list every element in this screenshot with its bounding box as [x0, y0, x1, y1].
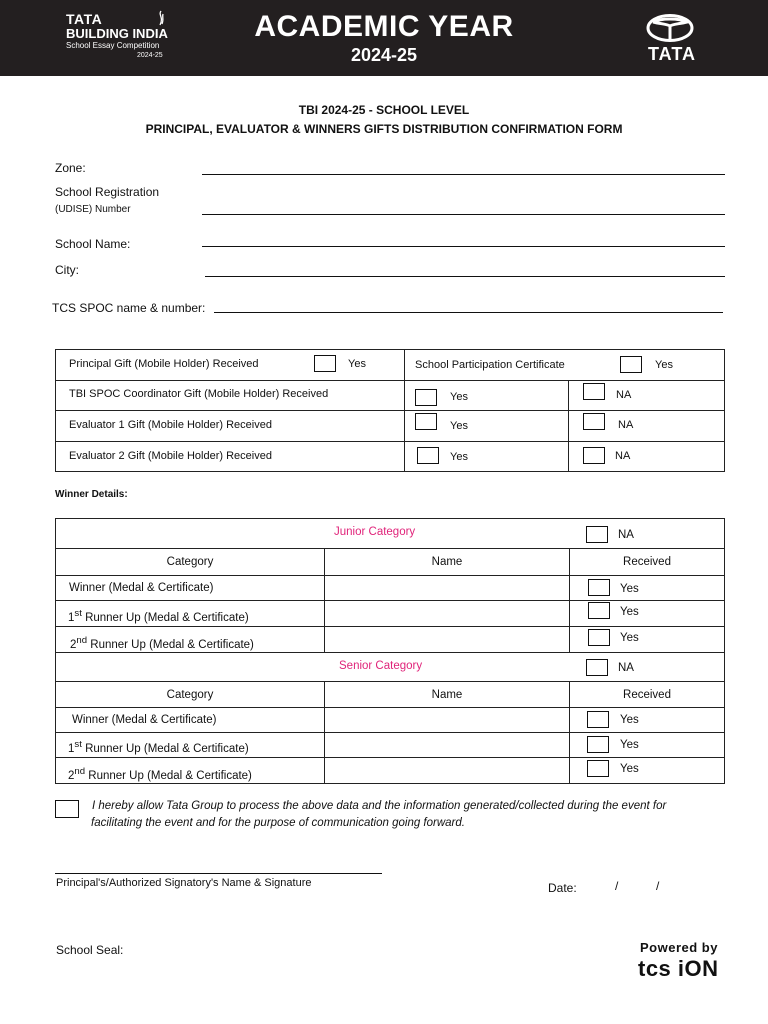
senior-runner1-checkbox[interactable] [587, 736, 609, 753]
junior-runner1-text: Runner Up (Medal & Certificate) [85, 611, 249, 624]
senior-runner1-sup: st [74, 739, 82, 750]
tata-brand-text: TATA [648, 44, 696, 64]
junior-runner2-received [570, 627, 725, 653]
evaluator1-yes-label: Yes [450, 420, 468, 432]
spoc-gift-cell [56, 381, 405, 411]
signature-label: Principal's/Authorized Signatory's Name & Signature [56, 877, 312, 889]
certificate-cell [405, 350, 725, 381]
date-slash-2: / [656, 879, 660, 893]
senior-col-name: Name [325, 682, 570, 708]
senior-col-category: Category [56, 682, 325, 708]
form-title-1: TBI 2024-25 - SCHOOL LEVEL [298, 103, 470, 117]
tata-logo-icon [645, 14, 695, 42]
evaluator1-gift-label: Evaluator 1 Gift (Mobile Holder) Received [69, 419, 272, 431]
junior-runner1-cell [56, 601, 325, 627]
spoc-yes-cell [405, 381, 569, 411]
senior-winner-label: Winner (Medal & Certificate) [72, 714, 217, 726]
spoc-na-label: NA [616, 389, 632, 401]
logo-subtitle: School Essay Competition [66, 41, 160, 50]
evaluator2-gift-label: Evaluator 2 Gift (Mobile Holder) Received [69, 450, 272, 462]
principal-gift-yes: Yes [348, 358, 366, 370]
udise-field[interactable] [202, 214, 725, 215]
evaluator1-na-checkbox[interactable] [583, 413, 605, 430]
senior-runner2-label [68, 766, 252, 782]
junior-runner2-label [70, 635, 254, 651]
school-registration-label: School Registration [55, 185, 160, 199]
junior-runner2-sup: nd [76, 635, 88, 646]
evaluator1-yes-cell [405, 411, 569, 442]
senior-runner1-num: 1 [68, 742, 75, 755]
junior-runner1-name[interactable] [325, 601, 570, 627]
date-label: Date: [548, 881, 577, 895]
senior-col-received: Received [570, 682, 725, 708]
senior-runner2-num: 2 [68, 769, 75, 782]
consent-line2: facilitating the event and for the purpose of communication going forward. [91, 817, 465, 829]
gifts-table [55, 349, 725, 472]
junior-runner1-yes: Yes [620, 606, 639, 618]
senior-winner-checkbox[interactable] [587, 711, 609, 728]
certificate-yes: Yes [655, 359, 673, 371]
junior-winner-name[interactable] [325, 576, 570, 601]
principal-gift-checkbox[interactable] [314, 355, 336, 372]
evaluator1-na-cell [569, 411, 725, 442]
evaluator2-yes-cell [405, 442, 569, 472]
senior-runner2-cell [56, 758, 325, 784]
udise-label: (UDISE) Number [55, 204, 131, 215]
junior-runner2-text: Runner Up (Medal & Certificate) [90, 638, 254, 651]
junior-category-row [56, 519, 725, 549]
junior-runner2-yes: Yes [620, 632, 639, 644]
junior-col-category: Category [56, 549, 325, 576]
principal-gift-label: Principal Gift (Mobile Holder) Received [69, 358, 259, 370]
school-seal-label: School Seal: [56, 943, 124, 957]
certificate-label: School Participation Certificate [415, 359, 565, 371]
junior-col-received: Received [570, 549, 725, 576]
winners-table [55, 518, 725, 784]
junior-runner2-checkbox[interactable] [588, 629, 610, 646]
evaluator1-gift-cell [56, 411, 405, 442]
evaluator1-na-label: NA [618, 419, 634, 431]
evaluator2-na-checkbox[interactable] [583, 447, 605, 464]
junior-winner-label: Winner (Medal & Certificate) [69, 582, 214, 594]
zone-label: Zone: [55, 161, 86, 175]
senior-category-row [56, 653, 725, 682]
logo-building-india: BUILDING INDIA [66, 26, 168, 41]
tcs-ion-logo: tcs iON [638, 956, 719, 981]
date-slash-1: / [615, 879, 619, 893]
senior-runner1-yes: Yes [620, 739, 639, 751]
senior-runner1-text: Runner Up (Medal & Certificate) [85, 742, 249, 755]
evaluator2-na-label: NA [615, 450, 631, 462]
junior-na-label: NA [618, 529, 634, 541]
spoc-yes-label: Yes [450, 391, 468, 403]
consent-checkbox[interactable] [55, 800, 79, 818]
junior-runner1-num: 1 [68, 611, 75, 624]
consent-line1: I hereby allow Tata Group to process the above data and the information generated/collected during the event for [92, 800, 667, 812]
principal-gift-cell [56, 350, 405, 381]
junior-winner-received [570, 576, 725, 601]
spoc-na-checkbox[interactable] [583, 383, 605, 400]
senior-winner-name[interactable] [325, 708, 570, 733]
junior-col-name: Name [325, 549, 570, 576]
page-title: ACADEMIC YEAR [254, 10, 514, 43]
spoc-field[interactable] [214, 312, 723, 313]
certificate-checkbox[interactable] [620, 356, 642, 373]
evaluator2-yes-checkbox[interactable] [417, 447, 439, 464]
city-field[interactable] [205, 276, 725, 277]
senior-runner2-text: Runner Up (Medal & Certificate) [88, 769, 252, 782]
junior-winner-cell [56, 576, 325, 601]
senior-na-checkbox[interactable] [586, 659, 608, 676]
header-band [0, 0, 768, 76]
junior-winner-yes: Yes [620, 583, 639, 595]
logo-year: 2024-25 [137, 52, 163, 59]
form-title-2: PRINCIPAL, EVALUATOR & WINNERS GIFTS DISTRIBUTION CONFIRMATION FORM [145, 122, 623, 136]
senior-winner-received [570, 708, 725, 733]
evaluator2-na-cell [569, 442, 725, 472]
junior-category-label: Junior Category [334, 526, 416, 538]
junior-runner1-sup: st [74, 608, 82, 619]
spoc-gift-label: TBI SPOC Coordinator Gift (Mobile Holder) Received [69, 388, 329, 400]
senior-runner2-checkbox[interactable] [587, 760, 609, 777]
senior-category-label: Senior Category [339, 660, 423, 672]
school-name-field[interactable] [202, 246, 725, 247]
senior-runner1-cell [56, 733, 325, 758]
evaluator2-yes-label: Yes [450, 451, 468, 463]
senior-runner1-name[interactable] [325, 733, 570, 758]
junior-na-checkbox[interactable] [586, 526, 608, 543]
evaluator2-gift-cell [56, 442, 405, 472]
senior-runner1-label [68, 739, 249, 755]
signature-line[interactable] [55, 873, 382, 874]
school-name-label: School Name: [55, 237, 131, 251]
powered-by-label: Powered by [640, 940, 718, 955]
junior-runner2-num: 2 [70, 638, 77, 651]
evaluator1-yes-checkbox[interactable] [415, 413, 437, 430]
academic-year: 2024-25 [350, 45, 418, 65]
senior-runner2-sup: nd [74, 766, 86, 777]
logo-tata-text: TATA [66, 11, 103, 27]
senior-runner2-received [570, 758, 725, 784]
junior-runner1-label [68, 608, 249, 624]
senior-winner-yes: Yes [620, 714, 639, 726]
senior-runner2-name[interactable] [325, 758, 570, 784]
winner-details-heading: Winner Details: [55, 489, 128, 500]
junior-winner-checkbox[interactable] [588, 579, 610, 596]
junior-runner1-checkbox[interactable] [588, 602, 610, 619]
junior-runner2-cell [56, 627, 325, 653]
senior-na-label: NA [618, 662, 634, 674]
senior-runner2-yes: Yes [620, 763, 639, 775]
spoc-yes-checkbox[interactable] [415, 389, 437, 406]
spoc-label: TCS SPOC name & number: [52, 301, 206, 315]
senior-runner1-received [570, 733, 725, 758]
junior-runner1-received [570, 601, 725, 627]
junior-runner2-name[interactable] [325, 627, 570, 653]
zone-field[interactable] [202, 174, 725, 175]
spoc-na-cell [569, 381, 725, 411]
city-label: City: [55, 263, 79, 277]
senior-winner-cell [56, 708, 325, 733]
